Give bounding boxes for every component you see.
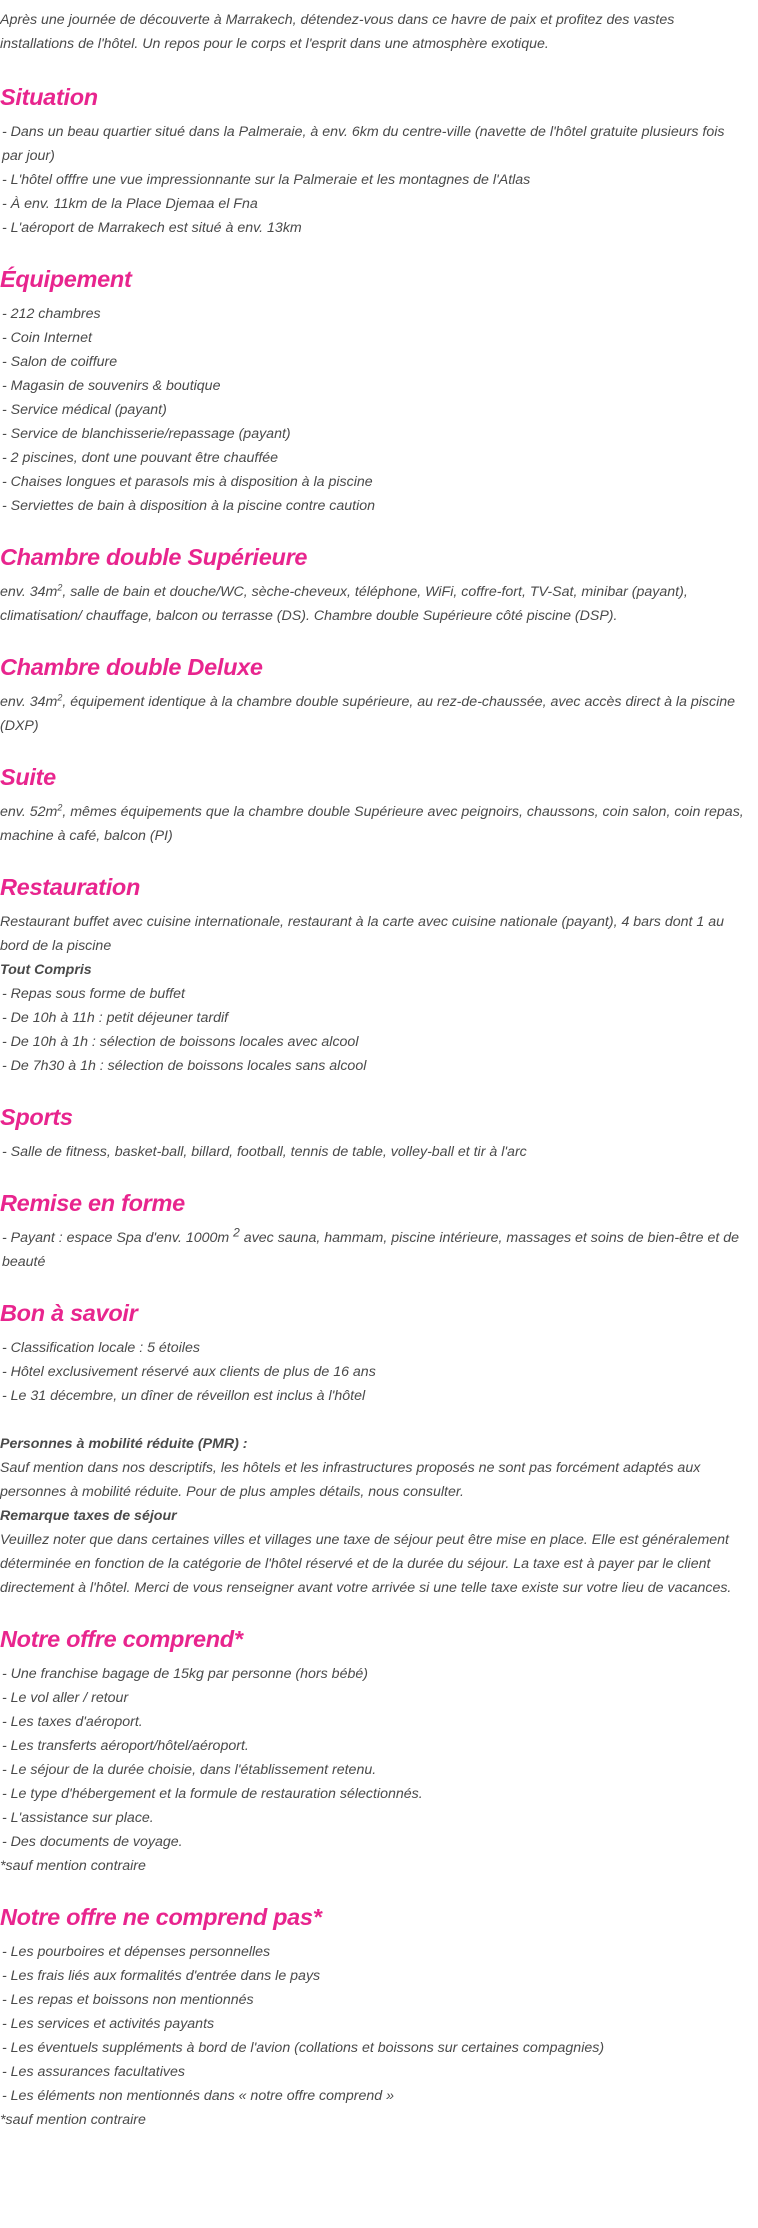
pmr-text: Sauf mention dans nos descriptifs, les hôtels et les infrastructures proposés ne sont pas forcément adaptés aux personnes à mobilité réduite. Pour de plus amples détails, nous consulter. [0,1460,701,1500]
section-situation [0,82,748,240]
list-item: - De 7h30 à 1h : sélection de boissons locales sans alcool [2,1058,367,1074]
section-title: Suite [0,764,56,790]
section-restauration [0,872,748,1078]
list-item: - Classification locale : 5 étoiles [2,1340,200,1356]
list-item: - Des documents de voyage. [2,1834,183,1850]
tax-text: Veuillez noter que dans certaines villes et villages une taxe de séjour peut être mise en place. Elle est généralement déterminée en fonction de la catégorie de l'hôtel réservé et de la durée du séjour. La taxe est à payer par le client directement à l'hôtel. Merci de vous renseigner avant votre arrivée si une telle taxe existe sur votre lieu de vacances. [0,1532,732,1596]
intro-text: Après une journée de découverte à Marrakech, détendez-vous dans ce havre de paix et profitez des vastes installations de l'hôtel. Un repos pour le corps et l'esprit dans une atmosphère exotique. [0,12,675,52]
list-item: - Les frais liés aux formalités d'entrée dans le pays [2,1968,321,1984]
list-item: - Coin Internet [2,330,92,346]
section-title: Chambre double Deluxe [0,654,263,680]
list-item: - 2 piscines, dont une pouvant être chauffée [2,450,279,466]
pmr-title: Personnes à mobilité réduite (PMR) : [0,1436,248,1452]
section-title: Équipement [0,266,132,292]
list-item: - Une franchise bagage de 15kg par personne (hors bébé) [2,1666,368,1682]
section-title: Remise en forme [0,1190,185,1216]
list-item: - Dans un beau quartier situé dans la Palmeraie, à env. 6km du centre-ville (navette de l'hôtel gratuite plusieurs fois par jour) [2,124,725,164]
restaurant-description: Restaurant buffet avec cuisine internationale, restaurant à la carte avec cuisine nationale (payant), 4 bars dont 1 au bord de la piscine [0,914,724,954]
section-title: Chambre double Supérieure [0,544,308,570]
list-item: - Les assurances facultatives [2,2064,185,2080]
section-remise-en-forme [0,1188,748,1274]
section-sports [0,1102,748,1164]
room-description: env. $52m^2$, mêmes équipements que la chambre double Supérieure avec peignoirs, chaussons, coin salon, coin repas, machine à café, balcon (PI) [0,802,744,844]
spa-description: - Payant : espace Spa d'env. 1000m $^2$ avec sauna, hammam, piscine intérieure, massages et soins de bien-être et de beauté [2,1225,740,1270]
list-item: - Le vol aller / retour [2,1690,129,1706]
list-item: - Les éventuels suppléments à bord de l'avion (collations et boissons sur certaines compagnies) [2,2040,605,2056]
list-item: - Les éléments non mentionnés dans « notre offre comprend » [2,2088,394,2104]
section-title: Notre offre comprend* [0,1626,243,1652]
list-item: - Serviettes de bain à disposition à la piscine contre caution [2,498,376,514]
footnote: *sauf mention contraire [0,2112,146,2128]
room-description: env. $34m^2$, salle de bain et douche/WC, sèche-cheveux, téléphone, WiFi, coffre-fort, TV-Sat, minibar (payant), climatisation/ chauffage, balcon ou terrasse (DS). Chambre double Supérieure côté piscine (DSP). [0,582,688,624]
list-item: - 212 chambres [2,306,101,322]
list-item: - Les taxes d'aéroport. [2,1714,143,1730]
list-item: - Les pourboires et dépenses personnelles [2,1944,271,1960]
list-item: - Service de blanchisserie/repassage (payant) [2,426,291,442]
list-item: - Les services et activités payants [2,2016,215,2032]
list-item: - Le séjour de la durée choisie, dans l'établissement retenu. [2,1762,377,1778]
list-item: - Salle de fitness, basket-ball, billard, football, tennis de table, volley-ball et tir à l'arc [2,1144,527,1160]
list-item: - Les repas et boissons non mentionnés [2,1992,254,2008]
section-equipement [0,264,748,518]
list-item: - L'assistance sur place. [2,1810,154,1826]
section-offre-comprend [0,1624,748,1878]
section-suite [0,762,748,848]
list-item: - Les transferts aéroport/hôtel/aéroport. [2,1738,249,1754]
list-item: - Salon de coiffure [2,354,118,370]
section-title: Bon à savoir [0,1300,138,1326]
list-item: - Magasin de souvenirs & boutique [2,378,221,394]
all-inclusive-title: Tout Compris [0,962,92,978]
section-offre-ne-comprend-pas [0,1902,748,2132]
list-item: - Hôtel exclusivement réservé aux clients de plus de 16 ans [2,1364,376,1380]
section-title: Sports [0,1104,73,1130]
section-title: Restauration [0,874,141,900]
section-title: Notre offre ne comprend pas* [0,1904,322,1930]
section-chambre-deluxe [0,652,748,738]
tax-title: Remarque taxes de séjour [0,1508,177,1524]
list-item: - Le 31 décembre, un dîner de réveillon est inclus à l'hôtel [2,1388,366,1404]
footnote: *sauf mention contraire [0,1858,146,1874]
section-chambre-superieure [0,542,748,628]
room-description: env. $34m^2$, équipement identique à la chambre double supérieure, au rez-de-chaussée, avec accès direct à la piscine (DXP) [0,692,736,734]
list-item: - L'aéroport de Marrakech est situé à env. 13km [2,220,302,236]
list-item: - Chaises longues et parasols mis à disposition à la piscine [2,474,373,490]
list-item: - À env. 11km de la Place Djemaa el Fna [2,196,258,212]
list-item: - Repas sous forme de buffet [2,986,185,1002]
list-item: - Le type d'hébergement et la formule de restauration sélectionnés. [2,1786,423,1802]
list-item: - L'hôtel offfre une vue impressionnante sur la Palmeraie et les montagnes de l'Atlas [2,172,531,188]
list-item: - De 10h à 11h : petit déjeuner tardif [2,1010,229,1026]
section-bon-a-savoir [0,1298,748,1600]
list-item: - De 10h à 1h : sélection de boissons locales avec alcool [2,1034,359,1050]
section-title: Situation [0,84,98,110]
list-item: - Service médical (payant) [2,402,167,418]
